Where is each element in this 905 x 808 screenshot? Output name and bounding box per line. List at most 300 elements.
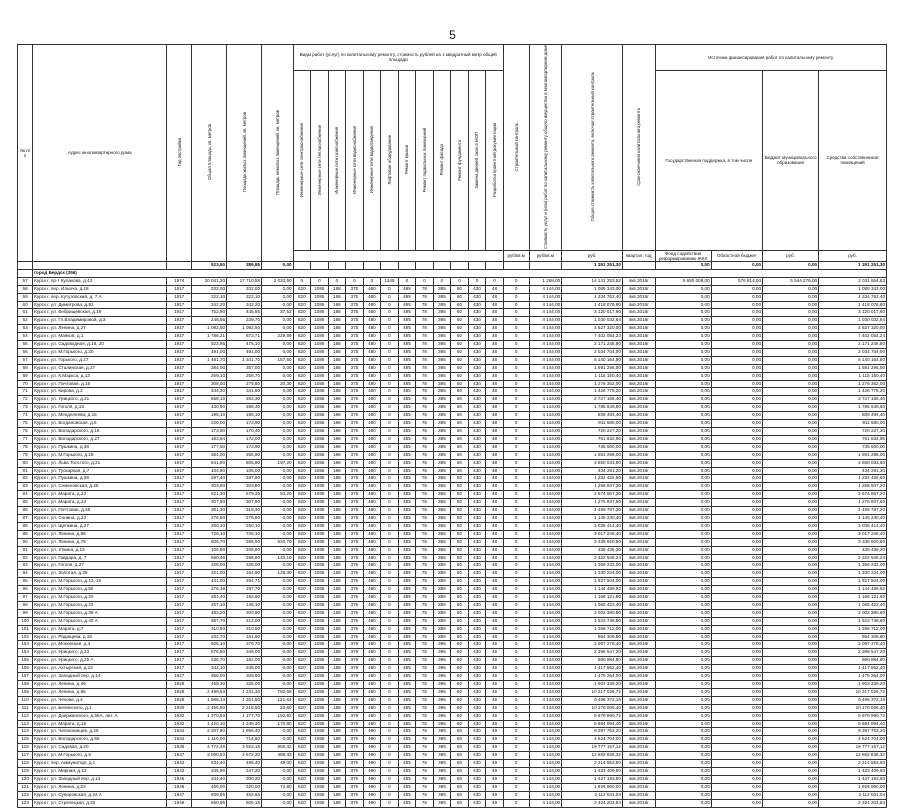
- table-cell: 620: [293, 380, 311, 388]
- table-cell: 1085: [311, 309, 329, 317]
- table-cell: 375: [346, 688, 364, 696]
- table-cell: 430: [468, 356, 486, 364]
- table-cell: 1085: [311, 641, 329, 649]
- table-cell: 0,00: [763, 752, 819, 760]
- table-cell: 0,00: [711, 775, 762, 783]
- table-cell: 1085: [311, 499, 329, 507]
- table-cell: 2 034 704,00: [562, 348, 623, 356]
- table-cell: 4кв.2016г: [622, 277, 655, 285]
- table-cell: 162,00: [227, 657, 262, 665]
- table-cell: 1 330 224,00: [562, 570, 623, 578]
- table-cell: 4 144,00: [529, 435, 562, 443]
- table-cell: 0,00: [711, 546, 762, 554]
- table-cell: 375: [346, 428, 364, 436]
- table-cell: 0: [503, 451, 529, 459]
- table-cell: 0: [381, 364, 399, 372]
- table-cell: 0,00: [763, 783, 819, 791]
- table-cell: 78: [416, 325, 434, 333]
- table-cell: 1085: [311, 783, 329, 791]
- table-cell: Курск г, ул. Сонина, д.23: [33, 514, 167, 522]
- table-cell: 0,00: [655, 641, 711, 649]
- table-cell: 1 276 352,00: [562, 380, 623, 388]
- table-cell: 0,00: [655, 285, 711, 293]
- table-cell: 78: [416, 396, 434, 404]
- table-cell: 395: [433, 285, 451, 293]
- table-cell: 480: [363, 309, 381, 317]
- table-cell: 1085: [311, 475, 329, 483]
- table-row: [18, 443, 887, 451]
- table-cell: 2 171 248,80: [562, 341, 623, 349]
- table-cell: 375: [346, 649, 364, 657]
- table-cell: 375: [346, 554, 364, 562]
- table-cell: 4 144,00: [529, 673, 562, 681]
- table-cell: 506,10: [191, 641, 226, 649]
- table-cell: 4 144,00: [529, 491, 562, 499]
- table-cell: 430: [468, 285, 486, 293]
- table-cell: 48: [486, 317, 504, 325]
- table-cell: 0,00: [655, 301, 711, 309]
- table-cell: 0: [381, 736, 399, 744]
- table-cell: 60: [451, 799, 469, 807]
- table-cell: 0,00: [655, 570, 711, 578]
- table-cell: 485: [398, 673, 416, 681]
- table-cell: 0,00: [655, 783, 711, 791]
- table-cell: 61: [18, 309, 33, 317]
- table-cell: 0: [381, 760, 399, 768]
- table-cell: 0: [503, 428, 529, 436]
- table-cell: 480: [363, 570, 381, 578]
- table-cell: 0,00: [655, 459, 711, 467]
- column-header: Площадь нежилых помещений, кв. метров: [262, 45, 294, 262]
- table-cell: 89: [18, 530, 33, 538]
- table-cell: 4кв.2016г: [622, 736, 655, 744]
- table-cell: 430: [468, 317, 486, 325]
- table-cell: 4кв.2016г: [622, 665, 655, 673]
- table-cell: 480: [363, 396, 381, 404]
- table-cell: 0: [381, 681, 399, 689]
- table-cell: 0,00: [262, 681, 294, 689]
- table-cell: 0: [503, 760, 529, 768]
- table-cell: 980 884,80: [562, 657, 623, 665]
- table-cell: 341,50: [227, 388, 262, 396]
- table-cell: 485: [398, 443, 416, 451]
- table-cell: 430: [468, 388, 486, 396]
- table-cell: 300,80: [227, 609, 262, 617]
- table-cell: 188: [328, 562, 346, 570]
- table-cell: 0: [381, 372, 399, 380]
- table-cell: 98: [18, 601, 33, 609]
- table-cell: 4кв.2016г: [622, 752, 655, 760]
- table-cell: 485: [398, 467, 416, 475]
- table-cell: Курск г, ул. Почтовая, д.35: [33, 507, 167, 515]
- table-cell: 0: [381, 570, 399, 578]
- table-cell: 1 370,63: [191, 712, 226, 720]
- table-cell: 0,00: [763, 791, 819, 799]
- table-cell: 375: [346, 681, 364, 689]
- table-cell: 78: [416, 546, 434, 554]
- table-cell: 4 144,00: [529, 594, 562, 602]
- table-cell: Курск г, ул. Ленина, д.66: [33, 530, 167, 538]
- table-cell: 4 144,00: [529, 451, 562, 459]
- table-cell: 60: [451, 752, 469, 760]
- table-cell: 60: [451, 578, 469, 586]
- table-cell: 430: [468, 483, 486, 491]
- table-cell: 1 475 264,00: [819, 673, 887, 681]
- table-cell: 2 574 667,20: [562, 491, 623, 499]
- table-cell: 48: [486, 443, 504, 451]
- column-header: Лифтовое оборудование: [381, 70, 399, 250]
- table-cell: 375: [346, 514, 364, 522]
- table-cell: 0: [503, 799, 529, 807]
- table-cell: 395: [433, 736, 451, 744]
- table-cell: 173,80: [191, 428, 226, 436]
- table-cell: 485: [398, 483, 416, 491]
- table-cell: 0: [381, 665, 399, 673]
- table-cell: 0,00: [262, 293, 294, 301]
- table-cell: 48: [486, 325, 504, 333]
- table-cell: 4 144,00: [529, 380, 562, 388]
- table-cell: 375: [346, 625, 364, 633]
- table-cell: 375: [346, 372, 364, 380]
- table-cell: 4 144,00: [529, 364, 562, 372]
- funding-group-header: Источник финансирования работ по капитальному ремонту: [655, 45, 886, 71]
- table-cell: 1917: [167, 475, 192, 483]
- table-cell: 4кв.2016г: [622, 404, 655, 412]
- table-cell: 0: [381, 538, 399, 546]
- table-cell: 48: [486, 775, 504, 783]
- table-cell: 0: [381, 649, 399, 657]
- table-cell: 0,00: [763, 451, 819, 459]
- table-cell: 4 144,00: [529, 467, 562, 475]
- table-row: [18, 649, 887, 657]
- table-cell: 345,90: [191, 767, 226, 775]
- table-cell: 4 144,00: [529, 396, 562, 404]
- table-cell: 2 112 031,04: [562, 791, 623, 799]
- table-cell: 0,00: [763, 767, 819, 775]
- table-cell: 4 144,00: [529, 317, 562, 325]
- table-cell: 1917: [167, 586, 192, 594]
- table-cell: 78: [416, 586, 434, 594]
- table-cell: 4 144,00: [529, 562, 562, 570]
- table-cell: 0: [381, 562, 399, 570]
- table-cell: 0,00: [711, 681, 762, 689]
- table-cell: 430: [468, 554, 486, 562]
- table-cell: Курск г, ул. Челюскинцев, д.25: [33, 728, 167, 736]
- table-cell: 0: [503, 507, 529, 515]
- table-cell: 1917: [167, 333, 192, 341]
- table-cell: 0: [381, 285, 399, 293]
- table-cell: 78: [416, 704, 434, 712]
- table-cell: 0,00: [655, 499, 711, 507]
- table-cell: 1 903 339,20: [562, 681, 623, 689]
- table-cell: 480: [363, 475, 381, 483]
- table-cell: 375: [346, 570, 364, 578]
- table-cell: 4 144,00: [529, 712, 562, 720]
- table-cell: 4кв.2016г: [622, 673, 655, 681]
- table-row: [18, 673, 887, 681]
- table-cell: 5 679 890,72: [562, 712, 623, 720]
- table-cell: 1917: [167, 443, 192, 451]
- table-cell: 485: [398, 641, 416, 649]
- table-cell: 0: [503, 554, 529, 562]
- table-cell: 0: [503, 665, 529, 673]
- table-cell: 1085: [311, 744, 329, 752]
- table-cell: 375: [346, 578, 364, 586]
- table-cell: 434 291,20: [819, 467, 887, 475]
- table-cell: 48: [486, 752, 504, 760]
- table-cell: 188: [328, 459, 346, 467]
- table-cell: 430: [468, 696, 486, 704]
- table-cell: 0,00: [711, 696, 762, 704]
- table-cell: 188: [328, 681, 346, 689]
- table-row: [18, 404, 887, 412]
- table-cell: 430: [468, 586, 486, 594]
- table-cell: 0: [503, 325, 529, 333]
- table-row: [18, 475, 887, 483]
- table-cell: 0,00: [262, 601, 294, 609]
- table-cell: 188: [328, 578, 346, 586]
- table-cell: 480: [363, 483, 381, 491]
- table-cell: 1 417 662,40: [562, 665, 623, 673]
- table-cell: 0,00: [711, 483, 762, 491]
- table-cell: 620: [293, 412, 311, 420]
- table-cell: 0: [381, 546, 399, 554]
- table-cell: 395: [433, 309, 451, 317]
- table-cell: 0,00: [262, 435, 294, 443]
- table-cell: 395: [433, 499, 451, 507]
- table-cell: 78: [416, 467, 434, 475]
- table-cell: 0: [503, 728, 529, 736]
- table-cell: 1085: [311, 594, 329, 602]
- table-cell: 4кв.2016г: [622, 704, 655, 712]
- table-cell: 60: [451, 617, 469, 625]
- table-cell: 0,00: [262, 396, 294, 404]
- table-cell: 620: [293, 783, 311, 791]
- table-cell: 0,00: [262, 728, 294, 736]
- table-cell: 4кв.2016г: [622, 412, 655, 420]
- table-cell: 430: [468, 665, 486, 673]
- table-cell: 1 926 960,00: [562, 783, 623, 791]
- table-cell: 1945: [167, 775, 192, 783]
- table-cell: 0,00: [262, 775, 294, 783]
- table-cell: 48: [486, 570, 504, 578]
- table-cell: 0: [416, 277, 434, 285]
- table-cell: 485: [398, 594, 416, 602]
- table-cell: 60: [451, 443, 469, 451]
- table-cell: 375: [346, 767, 364, 775]
- table-cell: 96: [18, 586, 33, 594]
- table-cell: 4кв.2016г: [622, 546, 655, 554]
- table-cell: 111: [18, 704, 33, 712]
- table-row: [18, 546, 887, 554]
- table-cell: 480: [363, 499, 381, 507]
- table-cell: 4 144,00: [529, 728, 562, 736]
- table-cell: 48: [486, 609, 504, 617]
- table-cell: 78: [416, 617, 434, 625]
- table-cell: 728,10: [191, 530, 226, 538]
- table-cell: 107: [18, 673, 33, 681]
- table-cell: 0: [381, 601, 399, 609]
- table-cell: 4 144,00: [529, 356, 562, 364]
- table-cell: 0: [381, 641, 399, 649]
- table-cell: 78: [416, 696, 434, 704]
- table-cell: Курск г, пер. Кутузовский, д. 7 А: [33, 293, 167, 301]
- table-cell: 1085: [311, 435, 329, 443]
- table-row: [18, 530, 887, 538]
- table-cell: 620: [293, 641, 311, 649]
- table-cell: 1 523 748,80: [562, 617, 623, 625]
- table-cell: 1917: [167, 364, 192, 372]
- table-cell: 188: [328, 594, 346, 602]
- table-cell: 67: [18, 356, 33, 364]
- table-cell: 0,00: [262, 562, 294, 570]
- table-cell: 48: [486, 562, 504, 570]
- table-cell: 1 144 489,92: [562, 586, 623, 594]
- table-cell: 60: [451, 475, 469, 483]
- table-cell: 0: [381, 341, 399, 349]
- table-cell: 110: [18, 696, 33, 704]
- table-cell: 0: [381, 783, 399, 791]
- table-cell: 0: [503, 356, 529, 364]
- table-cell: 1936: [167, 744, 192, 752]
- table-cell: 0,00: [655, 396, 711, 404]
- table-cell: 4 144,00: [529, 333, 562, 341]
- table-cell: 375: [346, 435, 364, 443]
- table-cell: 395: [433, 388, 451, 396]
- table-cell: 395: [433, 546, 451, 554]
- table-cell: 48: [486, 538, 504, 546]
- table-cell: 310,50: [191, 625, 226, 633]
- table-cell: 78: [416, 348, 434, 356]
- table-cell: 1 166 121,60: [819, 594, 887, 602]
- table-cell: 4кв.2016г: [622, 767, 655, 775]
- table-cell: 395: [433, 380, 451, 388]
- table-cell: 78: [416, 428, 434, 436]
- table-cell: 430: [468, 720, 486, 728]
- table-cell: 0,00: [655, 736, 711, 744]
- table-cell: 0: [503, 388, 529, 396]
- table-cell: 620: [293, 459, 311, 467]
- table-cell: 0,00: [711, 570, 762, 578]
- table-cell: 294,71: [227, 578, 262, 586]
- table-cell: 1917: [167, 633, 192, 641]
- table-cell: 0: [503, 688, 529, 696]
- table-cell: 1085: [311, 356, 329, 364]
- table-cell: 188: [328, 712, 346, 720]
- table-cell: 2 574 667,20: [819, 491, 887, 499]
- table-cell: 20,30: [262, 380, 294, 388]
- table-cell: 0,00: [763, 538, 819, 546]
- table-cell: 0,00: [711, 799, 762, 807]
- table-cell: 4 144,00: [529, 483, 562, 491]
- table-cell: 78: [416, 760, 434, 768]
- table-cell: Курск г, ул. М.Горького, д.50: [33, 586, 167, 594]
- table-cell: 714,60: [227, 736, 262, 744]
- table-cell: 0,00: [262, 767, 294, 775]
- table-cell: 430: [468, 799, 486, 807]
- table-cell: 60: [451, 325, 469, 333]
- table-cell: 534,40: [191, 760, 226, 768]
- table-cell: 115: [18, 736, 33, 744]
- table-cell: 480: [363, 625, 381, 633]
- table-cell: 1085: [311, 625, 329, 633]
- table-cell: 0,00: [655, 649, 711, 657]
- table-cell: 2 215,50: [227, 704, 262, 712]
- table-row: [18, 760, 887, 768]
- table-cell: 60: [451, 696, 469, 704]
- table-cell: 1 426 779,20: [819, 388, 887, 396]
- table-cell: 2 324 203,84: [562, 799, 623, 807]
- table-cell: 620: [293, 720, 311, 728]
- table-cell: Курск г, ул. Стрелецкая, д.33: [33, 799, 167, 807]
- table-cell: 48: [486, 625, 504, 633]
- table-cell: 485: [398, 617, 416, 625]
- table-cell: 0,00: [711, 554, 762, 562]
- table-cell: 66: [18, 348, 33, 356]
- table-cell: Курск г, ул. Пушкина, д.38: [33, 475, 167, 483]
- table-cell: 1085: [311, 293, 329, 301]
- table-cell: 0,00: [655, 791, 711, 799]
- table-cell: Курск г, пр-т Кулакова, д.43: [33, 277, 167, 285]
- column-header: Областной бюджет: [711, 250, 762, 261]
- table-cell: 1917: [167, 285, 192, 293]
- table-cell: 375: [346, 420, 364, 428]
- table-cell: 1942: [167, 760, 192, 768]
- table-cell: 102: [18, 633, 33, 641]
- table-cell: 78: [416, 799, 434, 807]
- table-cell: 6 140 164,80: [819, 356, 887, 364]
- table-cell: 1 827 504,00: [819, 578, 887, 586]
- table-cell: 480: [363, 617, 381, 625]
- table-cell: Курск г, ул. Гоголя, д.18: [33, 404, 167, 412]
- table-cell: 78: [416, 562, 434, 570]
- table-cell: 485: [398, 791, 416, 799]
- table-cell: 485: [398, 712, 416, 720]
- table-cell: 4 144,00: [529, 578, 562, 586]
- table-cell: 0,00: [655, 617, 711, 625]
- table-cell: 4 624 704,00: [819, 736, 887, 744]
- table-cell: 0,00: [763, 348, 819, 356]
- table-cell: 4 144,00: [529, 736, 562, 744]
- table-cell: 480: [363, 435, 381, 443]
- table-cell: 375: [346, 641, 364, 649]
- table-cell: 0,00: [655, 293, 711, 301]
- table-cell: 256,80: [227, 451, 262, 459]
- table-cell: 375: [346, 309, 364, 317]
- table-cell: 430: [468, 673, 486, 681]
- table-cell: 395: [433, 760, 451, 768]
- table-cell: 395: [433, 507, 451, 515]
- table-cell: 0: [381, 309, 399, 317]
- table-cell: 1 249,30: [227, 720, 262, 728]
- table-cell: 485: [398, 522, 416, 530]
- table-cell: 480: [363, 451, 381, 459]
- table-cell: 0,00: [763, 396, 819, 404]
- table-cell: 4 144,00: [529, 412, 562, 420]
- table-cell: 188: [328, 435, 346, 443]
- table-cell: 1085: [311, 728, 329, 736]
- table-cell: 4кв.2016г: [622, 317, 655, 325]
- table-cell: 430: [468, 467, 486, 475]
- table-cell: 0,00: [655, 767, 711, 775]
- table-cell: 48: [486, 783, 504, 791]
- table-cell: 620: [293, 744, 311, 752]
- table-cell: 0,00: [711, 491, 762, 499]
- table-cell: 1928: [167, 681, 192, 689]
- table-cell: 60: [451, 285, 469, 293]
- table-cell: 0: [503, 364, 529, 372]
- table-cell: 4 144,00: [529, 546, 562, 554]
